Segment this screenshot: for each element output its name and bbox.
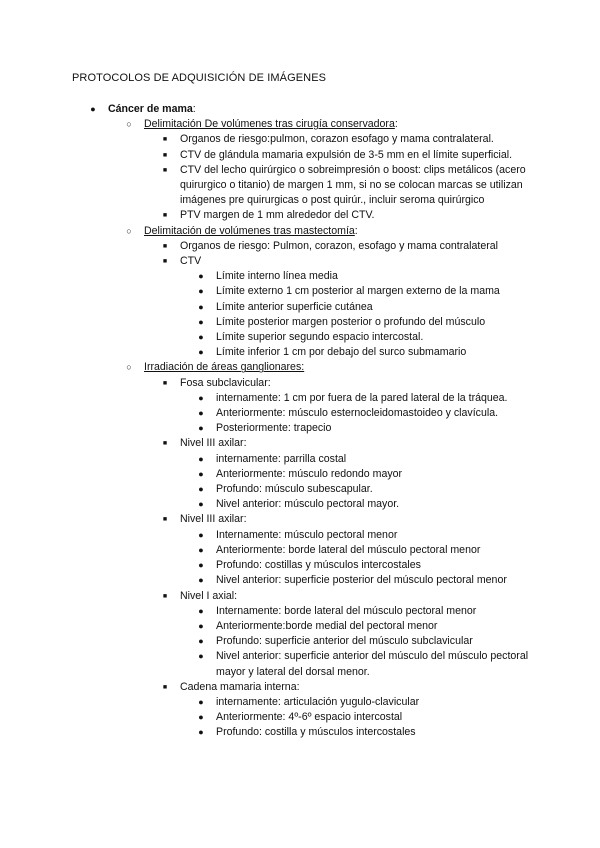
sub-list-item bbox=[180, 300, 542, 315]
bullet-icon: ● bbox=[198, 408, 204, 419]
bullet-icon: ● bbox=[198, 712, 204, 723]
sub-list-item bbox=[180, 695, 542, 710]
group-heading bbox=[144, 360, 542, 375]
sub-list-item bbox=[180, 315, 542, 330]
sub-list-item-text: Anteriormente: borde lateral del músculo pectoral menor bbox=[216, 543, 481, 556]
sub-list-item bbox=[180, 269, 542, 284]
sub-list-item-text: Internamente: músculo pectoral menor bbox=[216, 528, 398, 541]
sub-list-item-text: Internamente: borde lateral del músculo pectoral menor bbox=[216, 604, 477, 617]
sub-list-item-text: Nivel anterior: superficie posterior del músculo pectoral menor bbox=[216, 574, 507, 587]
bullet-icon: ■ bbox=[162, 379, 168, 387]
document-outline bbox=[72, 102, 542, 741]
item-list bbox=[108, 376, 542, 741]
bullet-icon: ● bbox=[198, 347, 204, 358]
sub-list-item bbox=[180, 619, 542, 634]
bullet-icon: ■ bbox=[162, 592, 168, 600]
bullet-icon: ■ bbox=[162, 136, 168, 144]
list-item bbox=[144, 254, 542, 360]
bullet-icon: ● bbox=[198, 484, 204, 495]
bullet-icon: ● bbox=[198, 575, 204, 586]
sub-list-item-text: Límite superior segundo espacio intercostal. bbox=[216, 331, 424, 344]
sub-list-item bbox=[180, 543, 542, 558]
list-item bbox=[144, 680, 542, 741]
bullet-icon: ● bbox=[198, 696, 204, 707]
bullet-icon: ● bbox=[198, 620, 204, 631]
sub-list-item-text: internamente: 1 cm por fuera de la pared lateral de la tráquea. bbox=[216, 391, 508, 404]
sub-list-item bbox=[180, 330, 542, 345]
group-item bbox=[108, 117, 542, 223]
sub-list-item-text: Profundo: músculo subescapular. bbox=[216, 483, 373, 496]
list-item-text: PTV margen de 1 mm alrededor del CTV. bbox=[180, 209, 375, 222]
bullet-icon: ● bbox=[90, 104, 96, 114]
group-heading-tail: : bbox=[354, 224, 358, 237]
sub-list bbox=[180, 391, 542, 437]
sub-list-item bbox=[180, 725, 542, 740]
list-item bbox=[144, 376, 542, 437]
bullet-icon: ○ bbox=[126, 225, 132, 236]
group-item bbox=[108, 360, 542, 740]
list-item bbox=[144, 163, 542, 209]
list-item-text: Fosa subclavicular: bbox=[180, 376, 271, 389]
sub-list-item bbox=[180, 406, 542, 421]
list-item-text: Nivel III axilar: bbox=[180, 437, 247, 450]
bullet-icon: ● bbox=[198, 529, 204, 540]
bullet-icon: ■ bbox=[162, 516, 168, 524]
sub-list-item bbox=[180, 528, 542, 543]
list-item-text: Organos de riesgo:pulmon, corazon esofago y mama contralateral. bbox=[180, 133, 494, 146]
sub-list-item-text: Límite inferior 1 cm por debajo del surco submamario bbox=[216, 346, 467, 359]
list-item-text: Nivel I axial: bbox=[180, 589, 238, 602]
bullet-icon: ● bbox=[198, 301, 204, 312]
list-item bbox=[144, 148, 542, 163]
sub-list-item bbox=[180, 284, 542, 299]
bullet-icon: ■ bbox=[162, 683, 168, 691]
group-heading bbox=[144, 224, 542, 239]
bullet-icon: ● bbox=[198, 468, 204, 479]
bullet-icon: ■ bbox=[162, 440, 168, 448]
bullet-icon: ● bbox=[198, 453, 204, 464]
bullet-icon: ■ bbox=[162, 242, 168, 250]
bullet-icon: ● bbox=[198, 316, 204, 327]
sub-list-item-text: Nivel anterior: superficie anterior del músculo del músculo pectoral mayor y lateral del dorsal menor. bbox=[216, 650, 529, 678]
sub-list-item-text: Profundo: superficie anterior del músculo subclavicular bbox=[216, 635, 473, 648]
sub-list-item-text: internamente: articulación yugulo-clavicular bbox=[216, 695, 420, 708]
bullet-icon: ● bbox=[198, 332, 204, 343]
bullet-icon: ● bbox=[198, 499, 204, 510]
sub-list-item bbox=[180, 452, 542, 467]
group-heading-text: Delimitación De volúmenes tras cirugía conservadora bbox=[144, 118, 395, 131]
list-item bbox=[144, 589, 542, 680]
sub-list-item bbox=[180, 634, 542, 649]
sub-list-item bbox=[180, 421, 542, 436]
sub-list-item-text: Límite anterior superficie cutánea bbox=[216, 300, 373, 313]
list-item-text: CTV de glándula mamaria expulsión de 3-5 mm en el límite superficial. bbox=[180, 148, 513, 161]
list-item bbox=[144, 239, 542, 254]
sub-list-item bbox=[180, 558, 542, 573]
sub-list-item bbox=[180, 497, 542, 512]
sub-list bbox=[180, 528, 542, 589]
group-item bbox=[108, 224, 542, 361]
item-list bbox=[108, 132, 542, 223]
list-item-text: Organos de riesgo: Pulmon, corazon, esofago y mama contralateral bbox=[180, 239, 498, 252]
group-heading-text: Irradiación de áreas ganglionares: bbox=[144, 361, 305, 374]
sub-list-item bbox=[180, 467, 542, 482]
section-heading-tail: : bbox=[192, 103, 196, 115]
list-item-text: Nivel III axilar: bbox=[180, 513, 247, 526]
bullet-icon: ● bbox=[198, 423, 204, 434]
bullet-icon: ○ bbox=[126, 119, 132, 130]
sub-list-item-text: Límite interno línea media bbox=[216, 270, 338, 283]
sub-list-item-text: internamente: parrilla costal bbox=[216, 452, 347, 465]
bullet-icon: ■ bbox=[162, 258, 168, 266]
group-heading bbox=[144, 117, 542, 132]
sub-list-item-text: Anteriormente:borde medial del pectoral menor bbox=[216, 619, 438, 632]
sub-list bbox=[180, 452, 542, 513]
bullet-icon: ● bbox=[198, 271, 204, 282]
sub-list-item bbox=[180, 573, 542, 588]
list-item-text: CTV del lecho quirúrgico o sobreimpresión o boost: clips metálicos (acero quirurgico o titanio) de margen 1 mm, si no se colocan marcas se utilizan imágenes pre quirurgicas o post quirúr., incluir seroma quirúrgico bbox=[180, 163, 526, 207]
sub-list-item-text: Profundo: costillas y músculos intercostales bbox=[216, 559, 421, 572]
bullet-icon: ■ bbox=[162, 212, 168, 220]
sub-list bbox=[180, 604, 542, 680]
sub-list-item-text: Posteriormente: trapecio bbox=[216, 422, 332, 435]
list-item bbox=[144, 132, 542, 147]
bullet-icon: ■ bbox=[162, 166, 168, 174]
sub-list-item bbox=[180, 710, 542, 725]
sub-list-item bbox=[180, 482, 542, 497]
list-item bbox=[144, 208, 542, 223]
bullet-icon: ● bbox=[198, 727, 204, 738]
bullet-icon: ■ bbox=[162, 151, 168, 159]
sub-list-item bbox=[180, 345, 542, 360]
group-heading-tail: : bbox=[394, 118, 398, 131]
list-item bbox=[144, 436, 542, 512]
list-item-text: CTV bbox=[180, 255, 202, 268]
sub-list-item bbox=[180, 604, 542, 619]
bullet-icon: ● bbox=[198, 544, 204, 555]
bullet-icon: ● bbox=[198, 636, 204, 647]
section-item bbox=[72, 102, 542, 741]
list-item bbox=[144, 512, 542, 588]
bullet-icon: ● bbox=[198, 651, 204, 662]
sub-list-item-text: Anteriormente: músculo redondo mayor bbox=[216, 467, 403, 480]
list-item-text: Cadena mamaria interna: bbox=[180, 680, 300, 693]
sub-list-item-text: Anteriormente: 4º-6º espacio intercostal bbox=[216, 711, 403, 724]
sub-list bbox=[180, 695, 542, 741]
group-list bbox=[108, 117, 542, 740]
section-heading-bold: Cáncer de mama bbox=[108, 103, 193, 115]
sub-list-item-text: Profundo: costilla y músculos intercostales bbox=[216, 726, 416, 739]
sub-list-item-text: Anteriormente: músculo esternocleidomastoideo y clavícula. bbox=[216, 407, 499, 420]
group-heading-text: Delimitación de volúmenes tras mastectomía bbox=[144, 224, 355, 237]
sub-list-item-text: Nivel anterior: músculo pectoral mayor. bbox=[216, 498, 400, 511]
sub-list-item bbox=[180, 649, 542, 679]
sub-list-item bbox=[180, 391, 542, 406]
bullet-icon: ● bbox=[198, 286, 204, 297]
item-list bbox=[108, 239, 542, 361]
sub-list bbox=[180, 269, 542, 360]
page-title: PROTOCOLOS DE ADQUISICIÓN DE IMÁGENES bbox=[72, 72, 327, 84]
bullet-icon: ● bbox=[198, 392, 204, 403]
bullet-icon: ○ bbox=[126, 362, 132, 373]
bullet-icon: ● bbox=[198, 560, 204, 571]
sub-list-item-text: Límite externo 1 cm posterior al margen externo de la mama bbox=[216, 285, 500, 298]
sub-list-item-text: Límite posterior margen posterior o profundo del músculo bbox=[216, 315, 486, 328]
section-heading bbox=[108, 102, 542, 117]
bullet-icon: ● bbox=[198, 605, 204, 616]
